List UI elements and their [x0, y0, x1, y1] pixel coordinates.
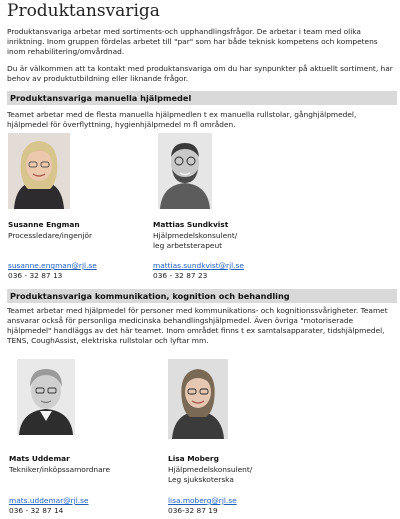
- section-heading-manual-aids: Produktansvariga manuella hjälpmedel: [7, 91, 397, 105]
- person-role-secondary: leg arbetsterapeut: [153, 241, 223, 250]
- person-name: Mats Uddemar: [9, 454, 70, 463]
- person-email-link[interactable]: mattias.sundkvist@rjl.se: [153, 261, 244, 270]
- section-heading-communication: Produktansvariga kommunikation, kognition och behandling: [7, 289, 397, 303]
- contact-invitation-paragraph: Du är välkommen att ta kontakt med produktansvariga om du har synpunkter på aktuellt sortiment, har behov av produktutbildning eller liknande frågor.: [7, 64, 393, 83]
- person-role: Hjälpmedelskonsulent/: [168, 465, 253, 474]
- section-description-manual-aids: Teamet arbetar med de flesta manuella hjälpmedlen t ex manuella rullstolar, gånghjälpmedel, hjälpmedel för överflyttning, hygienhjälpmedel m fl områden.: [7, 110, 357, 129]
- person-name: Mattias Sundkvist: [153, 220, 229, 229]
- person-role: Processledare/ingenjör: [8, 231, 93, 240]
- person-role: Hjälpmedelskonsulent/: [153, 231, 238, 240]
- intro-paragraph: Produktansvariga arbetar med sortiments-och upphandlingsfrågor. De arbetar i team med olika inriktning. Inom gruppen fördelas arbetet till "par" som har både teknisk kompetens och kompetens inom rehabilitering/omvårdnad.: [7, 27, 378, 56]
- person-photo: [17, 359, 75, 435]
- section-description-communication: Teamet arbetar med hjälpmedel för personer med kommunikations- och kognitionssvårigheter. Teamet ansvarar också för personliga medicinska behandlingshjälpmedel. Även övriga "motoriserade hjälpmedel" handläggs av det här teamet. Inom området finns t ex samtalsapparater, tidshjälpmedel, TENS, CoughAssist, elektriska rullstolar och lyftar mm.: [7, 306, 388, 345]
- person-role: Tekniker/inköpssamordnare: [9, 465, 111, 474]
- person-photo: [168, 359, 228, 439]
- person-phone: 036-32 87 19: [168, 506, 218, 515]
- person-phone: 036 - 32 87 14: [9, 506, 64, 515]
- person-photo: [8, 133, 70, 209]
- person-name: Susanne Engman: [8, 220, 80, 229]
- page-title: Produktansvariga: [7, 1, 160, 21]
- person-phone: 036 - 32 87 23: [153, 271, 208, 280]
- person-phone: 036 - 32 87 13: [8, 271, 63, 280]
- person-photo: [158, 133, 212, 209]
- person-email-link[interactable]: lisa.moberg@rjl.se: [168, 496, 237, 505]
- person-email-link[interactable]: susanne.engman@rjl.se: [8, 261, 97, 270]
- person-email-link[interactable]: mats.uddemar@rjl.se: [9, 496, 89, 505]
- person-name: Lisa Moberg: [168, 454, 219, 463]
- person-role-secondary: Leg sjukskoterska: [168, 475, 234, 484]
